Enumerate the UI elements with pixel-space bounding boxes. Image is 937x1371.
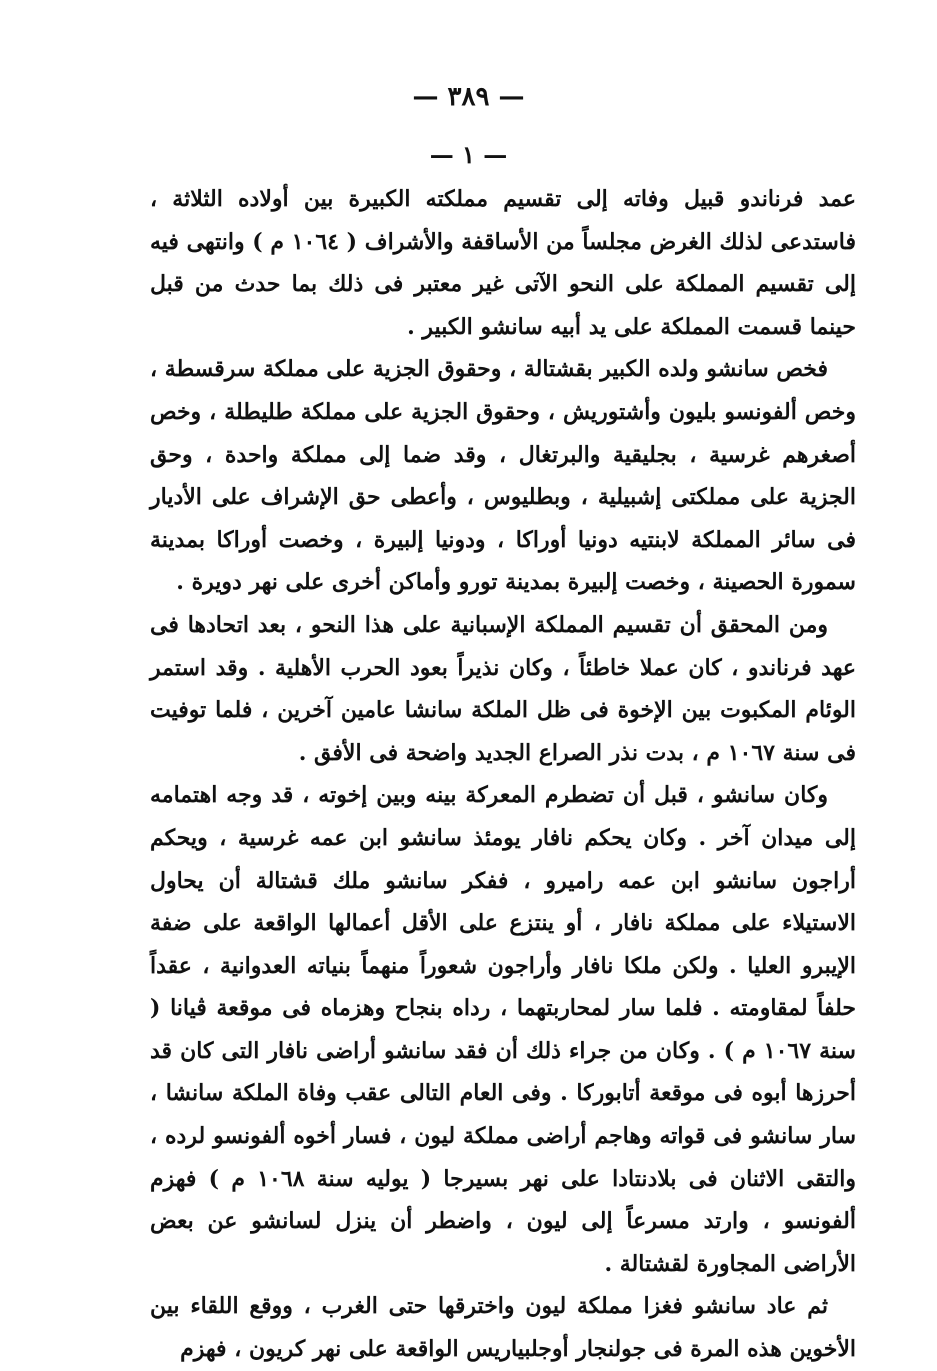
paragraph: ثم عاد سانشو فغزا مملكة ليون واخترقها حتى الغرب ، ووقع اللقاء بين الأخوين هذه المرة فى جولنجار أوجلبياريس الواقعة على نهر كريون ، فهزم [150, 1293, 856, 1363]
body-text [150, 178, 856, 1371]
page-number: — ٣٨٩ — [412, 82, 525, 112]
section-number: — ١ — [429, 140, 508, 169]
paragraph: فخص سانشو ولده الكبير بقشتالة ، وحقوق الجزية على مملكة سرقسطة ، وخص ألفونسو بليون وأشتوريش ، وحقوق الجزية على مملكة طليطلة ، وخص أصغرهم غرسية ، بجليقية والبرتغال ، وقد ضما إلى مملكة واحدة ، وحق الجزية على مملكتى إشبيلية ، وبطليوس ، وأعطى حق الإشراف على الأديار فى سائر المملكة لابنتيه دونيا أوراكا ، ودونيا إلبيرة ، وخصت أوراكا بمدينة سمورة الحصينة ، وخصت إلبيرة بمدينة تورو وأماكن أخرى على نهر دويرة . [150, 356, 856, 596]
paragraph: ومن المحقق أن تقسيم المملكة الإسبانية على هذا النحو ، بعد اتحادها فى عهد فرناندو ، كان عملا خاطئاً ، وكان نذيراً بعود الحرب الأهلية . وقد استمر الوئام المكبوت بين الإخوة فى ظل الملكة سانشا عامين آخرين ، فلما توفيت فى سنة ١٠٦٧ م ، بدت نذر الصراع الجديد واضحة فى الأفق . [150, 611, 856, 766]
paragraph: عمد فرناندو قبيل وفاته إلى تقسيم مملكته الكبيرة بين أولاده الثلاثة ، فاستدعى لذلك الغرض مجلساً من الأساقفة والأشراف ( ١٠٦٤ م ) وانتهى فيه إلى تقسيم المملكة على النحو الآتى غير معتبر فى ذلك بما حدث من قبل حينما قسمت المملكة على يد أبيه سانشو الكبير . [150, 186, 856, 340]
paragraph: وكان سانشو ، قبل أن تضطرم المعركة بينه وبين إخوته ، قد وجه اهتمامه إلى ميدان آخر . وكان يحكم نافار يومئذ سانشو ابن عمه غرسية ، ويحكم أراجون سانشو ابن عمه راميرو ، ففكر سانشو ملك قشتالة أن يحاول الاستيلاء على مملكة نافار ، أو ينتزع على الأقل أعمالها الواقعة على ضفة الإيبرو العليا . ولكن ملكا نافار وأراجون شعوراً منهماً بنياته العدوانية ، عقداً حلفاً لمقاومته . فلما سار لمحاربتهما ، رداه بنجاح وهزماه فى موقعة ڤيانا ( سنة ١٠٦٧ م ) . وكان من جراء ذلك أن فقد سانشو أراضى نافار التى كان قد أحرزها أبوه فى موقعة أتابوركا . وفى العام التالى عقب وفاة الملكة سانشا ، سار سانشو فى قواته وهاجم أراضى مملكة ليون ، فسار أخوه ألفونسو لرده ، والتقى الاثنان فى بلادنتادا على نهر بسيرجا ( يوليه سنة ١٠٦٨ م ) فهزم ألفونسو ، وارتد مسرعاً إلى ليون ، واضطر أن ينزل لسانشو عن بعض الأراضى المجاورة لقشتالة . [150, 782, 857, 1277]
